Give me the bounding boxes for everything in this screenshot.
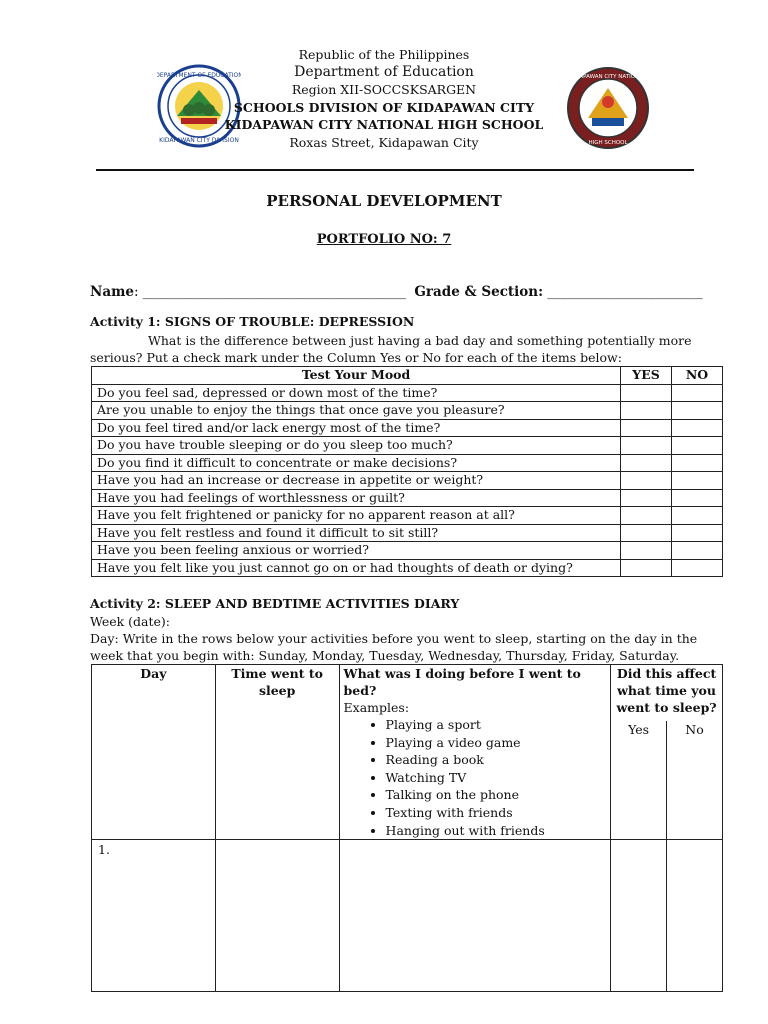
mood-question: Have you had feelings of worthlessness or guilt?	[92, 489, 621, 507]
example-item: • Hanging out with friends	[386, 822, 607, 840]
mood-yes-cell[interactable]	[621, 384, 672, 402]
mood-row	[92, 472, 723, 490]
mood-yes-cell[interactable]	[621, 559, 672, 577]
mood-row	[92, 489, 723, 507]
mood-row	[92, 524, 723, 542]
mood-yes-cell[interactable]	[621, 507, 672, 525]
mood-yes-cell[interactable]	[621, 489, 672, 507]
header-region: Region XII-SOCCSKSARGEN	[291, 82, 477, 97]
mood-question: Do you feel tired and/or lack energy most of the time?	[92, 419, 621, 437]
activity1-instructions: What is the difference between just having a bad day and something potentially more serious? Put a check mark under the Column Yes or No for each of the items below:	[90, 333, 692, 365]
diary-row-time-cell[interactable]	[215, 840, 339, 992]
mood-question: Have you felt frightened or panicky for no apparent reason at all?	[92, 507, 621, 525]
mood-yes-cell[interactable]	[621, 402, 672, 420]
mood-no-cell[interactable]	[672, 437, 723, 455]
mood-question: Have you had an increase or decrease in appetite or weight?	[92, 472, 621, 490]
diary-col-day: Day	[92, 665, 216, 840]
header-address: Roxas Street, Kidapawan City	[289, 134, 479, 150]
header-division: SCHOOLS DIVISION OF KIDAPAWAN CITY	[233, 99, 535, 115]
mood-no-cell[interactable]	[672, 419, 723, 437]
mood-row	[92, 384, 723, 402]
mood-question: Are you unable to enjoy the things that once gave you pleasure?	[92, 402, 621, 420]
examples-label: Examples:	[343, 700, 410, 715]
diary-row-day-cell[interactable]: 1.	[92, 840, 216, 992]
mood-question: Do you feel sad, depressed or down most of the time?	[92, 384, 621, 402]
mood-col-question: Test Your Mood	[92, 367, 621, 385]
mood-row	[92, 437, 723, 455]
mood-no-cell[interactable]	[672, 384, 723, 402]
mood-question: Have you felt like you just cannot go on or had thoughts of death or dying?	[92, 559, 621, 577]
mood-yes-cell[interactable]	[621, 419, 672, 437]
portfolio-number: PORTFOLIO NO: 7	[316, 232, 452, 247]
diary-row-no-cell[interactable]	[667, 840, 723, 992]
name-field[interactable]: : _______________________________________	[133, 284, 407, 300]
mood-yes-cell[interactable]	[621, 524, 672, 542]
header-republic: Republic of the Philippines	[298, 47, 470, 62]
diary-col-affect: Did this affect what time you went to sleep?	[611, 665, 723, 722]
diary-col-doing-title: What was I doing before I went to bed?	[343, 666, 581, 698]
mood-no-cell[interactable]	[672, 402, 723, 420]
diary-col-doing	[339, 665, 611, 840]
diary-row	[92, 840, 723, 992]
mood-row	[92, 507, 723, 525]
mood-no-cell[interactable]	[672, 559, 723, 577]
mood-no-cell[interactable]	[672, 454, 723, 472]
mood-yes-cell[interactable]	[621, 472, 672, 490]
diary-row-doing-cell[interactable]	[339, 840, 611, 992]
svg-text:DEPARTMENT OF EDUCATION: DEPARTMENT OF EDUCATION	[157, 72, 241, 79]
diary-col-no: No	[667, 721, 723, 840]
example-item: • Reading a book	[386, 751, 607, 769]
mood-yes-cell[interactable]	[621, 542, 672, 560]
page-title: PERSONAL DEVELOPMENT	[266, 192, 502, 210]
example-item: • Talking on the phone	[386, 786, 607, 804]
mood-yes-cell[interactable]	[621, 437, 672, 455]
mood-question: Have you been feeling anxious or worried?	[92, 542, 621, 560]
week-date-label: Week (date):	[90, 614, 171, 629]
header-school: KIDAPAWAN CITY NATIONAL HIGH SCHOOL	[224, 117, 544, 132]
header-divider	[96, 169, 694, 171]
mood-question: Have you felt restless and found it difficult to sit still?	[92, 524, 621, 542]
examples-list	[344, 716, 607, 839]
mood-no-cell[interactable]	[672, 489, 723, 507]
diary-col-time: Time went to sleep	[215, 665, 339, 840]
svg-text:KIDAPAWAN CITY NATIONAL: KIDAPAWAN CITY NATIONAL	[570, 74, 646, 80]
mood-question: Do you find it difficult to concentrate or make decisions?	[92, 454, 621, 472]
example-item: • Playing a video game	[386, 734, 607, 752]
mood-yes-cell[interactable]	[621, 454, 672, 472]
mood-question: Do you have trouble sleeping or do you sleep too much?	[92, 437, 621, 455]
mood-no-cell[interactable]	[672, 542, 723, 560]
mood-no-cell[interactable]	[672, 472, 723, 490]
mood-row	[92, 559, 723, 577]
mood-col-no: NO	[672, 367, 723, 385]
name-grade-line	[90, 284, 703, 300]
activity2-day-instructions: Day: Write in the rows below your activities before you went to sleep, starting on the day in the week that you begin with: Sunday, Monday, Tuesday, Wednesday, Thursday, Friday, Saturday.	[90, 631, 698, 663]
svg-text:HIGH SCHOOL: HIGH SCHOOL	[588, 140, 628, 146]
mood-col-yes: YES	[621, 367, 672, 385]
mood-no-cell[interactable]	[672, 507, 723, 525]
example-item: • Watching TV	[386, 769, 607, 787]
sleep-diary-table	[91, 664, 723, 992]
letterhead	[0, 46, 768, 151]
mood-row	[92, 542, 723, 560]
grade-section-field[interactable]: _______________________	[543, 284, 703, 300]
svg-text:KIDAPAWAN CITY DIVISION: KIDAPAWAN CITY DIVISION	[159, 137, 239, 144]
diary-row-yes-cell[interactable]	[611, 840, 667, 992]
mood-table	[91, 366, 723, 577]
mood-row	[92, 419, 723, 437]
name-label: Name	[90, 284, 134, 300]
example-item: • Playing a sport	[386, 716, 607, 734]
example-item: • Texting with friends	[386, 804, 607, 822]
mood-no-cell[interactable]	[672, 524, 723, 542]
activity2-heading: Activity 2: SLEEP AND BEDTIME ACTIVITIES DIARY	[90, 596, 460, 611]
diary-col-yes: Yes	[611, 721, 667, 840]
header-department: Department of Education	[294, 63, 474, 80]
activity1-heading: Activity 1: SIGNS OF TROUBLE: DEPRESSION	[90, 314, 415, 329]
mood-row	[92, 454, 723, 472]
grade-section-label: Grade & Section:	[414, 284, 544, 300]
mood-row	[92, 402, 723, 420]
